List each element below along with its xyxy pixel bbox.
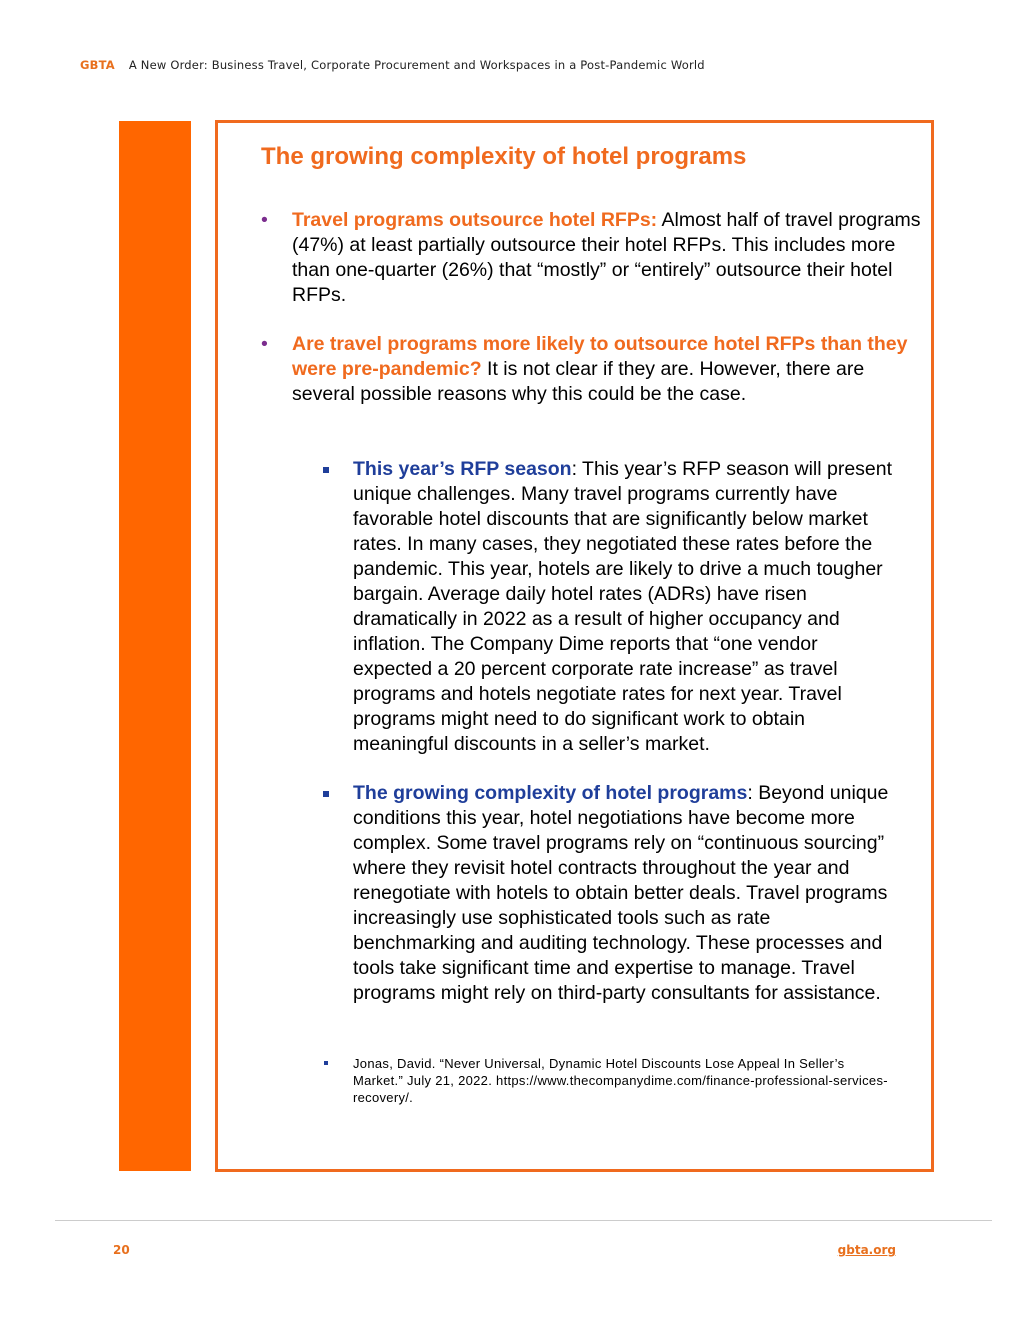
bullet-dot-icon: • [261, 333, 268, 355]
callout-box [215, 120, 934, 1172]
bullet-text [292, 208, 921, 308]
page-number: 20 [113, 1243, 130, 1257]
sub-bullet-body: : Beyond unique conditions this year, hotel negotiations have become more complex. Some travel programs rely on “continuous sourcing” where they revisit hotel contracts throughout the year and renegotiate with hotels to obtain better deals. Travel programs increasingly use sophisticated tools such as rate benchmarking and auditing technology. These processes and tools take significant time and expertise to manage. Travel programs might rely on third-party consultants for assistance. [353, 782, 889, 1004]
running-header [80, 58, 705, 72]
bullet-dot-icon: • [261, 209, 268, 231]
sub-bullet-rfp-season [323, 457, 898, 757]
bullet-item-outsource [261, 208, 921, 308]
callout-title: The growing complexity of hotel programs [261, 143, 747, 170]
square-bullet-icon [324, 1061, 328, 1065]
bullet-lead: Travel programs outsource hotel RFPs: [292, 209, 658, 231]
square-bullet-icon [323, 791, 329, 797]
header-title: A New Order: Business Travel, Corporate Procurement and Workspaces in a Post-Pandemic World [128, 58, 705, 72]
sub-bullet-lead: This year’s RFP season [353, 458, 572, 480]
bullet-body: It is not clear if they are. However, there are several possible reasons why this could be the case. [292, 358, 865, 405]
footer-divider [55, 1220, 992, 1221]
sub-bullet-body: : This year’s RFP season will present unique challenges. Many travel programs currently have favorable hotel discounts that are significantly below market rates. In many cases, they negotiated these rates before the pandemic. This year, hotels are likely to drive a much tougher bargain. Average daily hotel rates (ADRs) have risen dramatically in 2022 as a result of higher occupancy and inflation. The Company Dime reports that “one vendor expected a 20 percent corporate rate increase” as travel programs and hotels negotiate rates for next year. Travel programs might need to do significant work to obtain meaningful discounts in a seller’s market. [353, 458, 893, 755]
footnote [323, 1055, 898, 1106]
bullet-item-pre-pandemic [261, 332, 921, 407]
decorative-orange-bar [119, 121, 191, 1171]
sub-bullet-text [353, 781, 898, 1006]
footnote-text: Jonas, David. “Never Universal, Dynamic Hotel Discounts Lose Appeal In Seller’s Market.” July 21, 2022. https://www.thecompanydime.com/finance-professional-services-recovery/. [353, 1056, 888, 1105]
header-brand: GBTA [80, 58, 115, 72]
sub-bullet-text [353, 457, 898, 757]
sub-bullet-complexity [323, 781, 898, 1006]
bullet-body: Almost half of travel programs (47%) at least partially outsource their hotel RFPs. This includes more than one-quarter (26%) that “mostly” or “entirely” outsource their hotel RFPs. [292, 209, 921, 306]
square-bullet-icon [323, 467, 329, 473]
site-link[interactable]: gbta.org [837, 1243, 896, 1257]
bullet-text [292, 332, 921, 407]
bullet-lead: Are travel programs more likely to outsource hotel RFPs than they were pre-pandemic? [292, 333, 908, 380]
sub-bullet-lead: The growing complexity of hotel programs [353, 782, 748, 804]
